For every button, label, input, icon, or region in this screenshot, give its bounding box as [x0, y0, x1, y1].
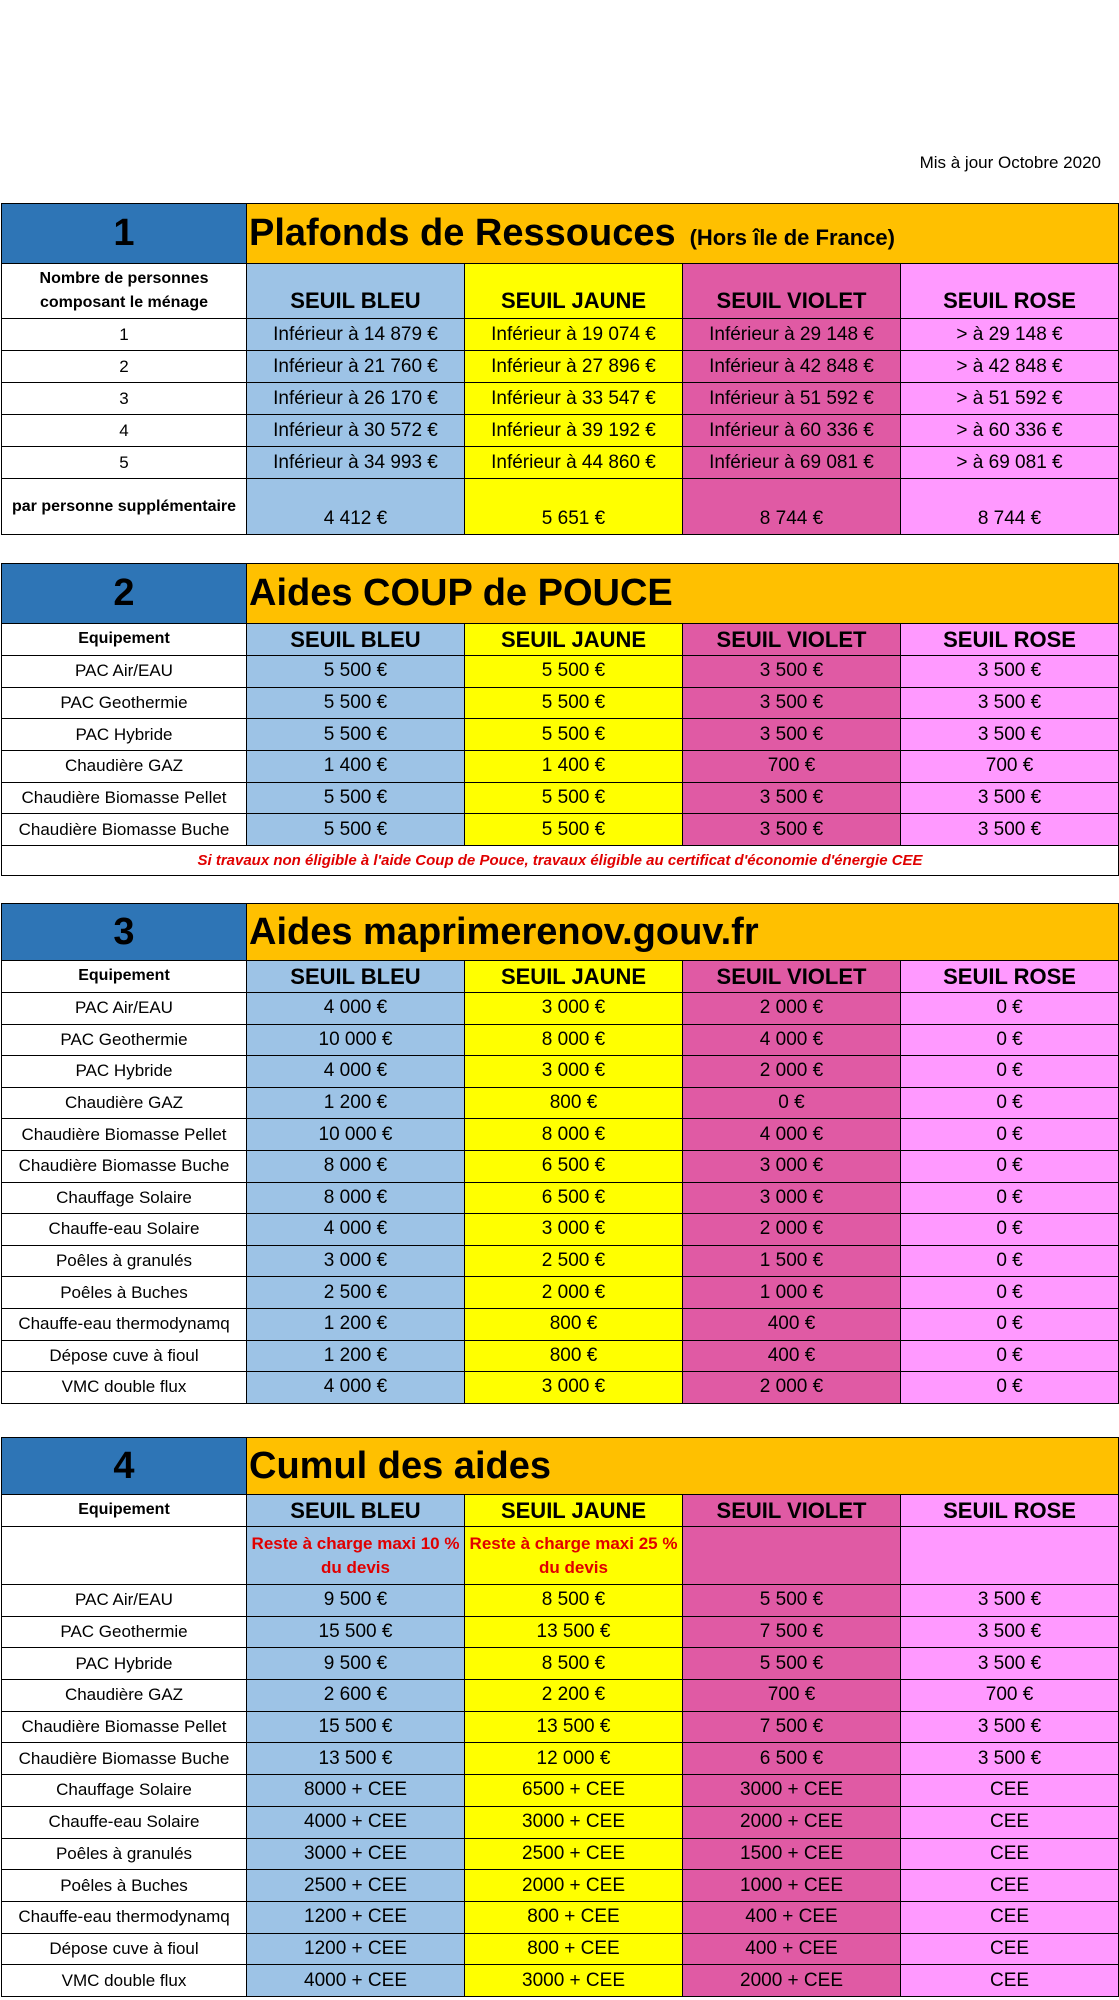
cell-bleu: 13 500 € — [247, 1743, 465, 1775]
cell-bleu: Inférieur à 14 879 € — [247, 319, 465, 351]
cell-violet: 2 000 € — [683, 1372, 901, 1404]
cell-jaune: 5 651 € — [465, 479, 683, 535]
table-row — [2, 1616, 1119, 1648]
column-header-label: Equipement — [2, 961, 247, 993]
cell-violet: Inférieur à 51 592 € — [683, 383, 901, 415]
cell-rose: 0 € — [901, 1214, 1119, 1246]
cell-rose: 3 500 € — [901, 719, 1119, 751]
cell-rose: 0 € — [901, 1119, 1119, 1151]
row-label: 5 — [2, 447, 247, 479]
cell-violet: 700 € — [683, 751, 901, 783]
cell-violet: 3 500 € — [683, 719, 901, 751]
cell-rose: CEE — [901, 1870, 1119, 1902]
column-header-violet: SEUIL VIOLET — [683, 624, 901, 656]
cell-bleu: 10 000 € — [247, 1024, 465, 1056]
cell-violet: Inférieur à 69 081 € — [683, 447, 901, 479]
column-header-rose: SEUIL ROSE — [901, 264, 1119, 319]
reste-a-charge-violet — [683, 1527, 901, 1585]
column-header-rose: SEUIL ROSE — [901, 961, 1119, 993]
table-row — [2, 383, 1119, 415]
cell-jaune: 800 € — [465, 1340, 683, 1372]
cell-violet: 5 500 € — [683, 1648, 901, 1680]
cell-violet: 4 000 € — [683, 1119, 901, 1151]
section-number: 2 — [2, 564, 247, 624]
table-row — [2, 1119, 1119, 1151]
cell-bleu: 8 000 € — [247, 1182, 465, 1214]
cell-violet: 7 500 € — [683, 1616, 901, 1648]
cell-rose: CEE — [901, 1838, 1119, 1870]
cell-rose: 3 500 € — [901, 1616, 1119, 1648]
table-row — [2, 1056, 1119, 1088]
row-label: Chaudière Biomasse Buche — [2, 814, 247, 846]
cell-jaune: 8 500 € — [465, 1585, 683, 1617]
cell-bleu: 2 600 € — [247, 1680, 465, 1712]
column-header-violet: SEUIL VIOLET — [683, 1495, 901, 1527]
cell-jaune: 3000 + CEE — [465, 1965, 683, 1997]
cell-jaune: 1 400 € — [465, 751, 683, 783]
cell-bleu: 4 000 € — [247, 1372, 465, 1404]
cell-rose: 0 € — [901, 993, 1119, 1025]
row-label: Chaudière GAZ — [2, 1087, 247, 1119]
cell-violet: 6 500 € — [683, 1743, 901, 1775]
table-row — [2, 1585, 1119, 1617]
cell-jaune: 800 + CEE — [465, 1933, 683, 1965]
cell-jaune: 3 000 € — [465, 1372, 683, 1404]
table-row — [2, 1024, 1119, 1056]
column-header-bleu: SEUIL BLEU — [247, 264, 465, 319]
table-row — [2, 319, 1119, 351]
cell-jaune: 12 000 € — [465, 1743, 683, 1775]
cell-rose: 3 500 € — [901, 1648, 1119, 1680]
cell-bleu: Inférieur à 30 572 € — [247, 415, 465, 447]
row-label: Chaudière GAZ — [2, 1680, 247, 1712]
cell-jaune: 5 500 € — [465, 719, 683, 751]
row-label: PAC Hybride — [2, 1056, 247, 1088]
cell-jaune: 2 000 € — [465, 1277, 683, 1309]
cell-bleu: 5 500 € — [247, 814, 465, 846]
cell-rose: 0 € — [901, 1308, 1119, 1340]
section-cumul — [1, 1437, 1118, 1997]
cell-violet: Inférieur à 29 148 € — [683, 319, 901, 351]
section-coup-de-pouce — [1, 563, 1118, 876]
cell-jaune: 6500 + CEE — [465, 1775, 683, 1807]
cell-bleu: 1200 + CEE — [247, 1901, 465, 1933]
cell-bleu: Inférieur à 26 170 € — [247, 383, 465, 415]
column-header-bleu: SEUIL BLEU — [247, 1495, 465, 1527]
column-header-label: Equipement — [2, 1495, 247, 1527]
cell-rose: 3 500 € — [901, 1585, 1119, 1617]
cell-rose: 0 € — [901, 1150, 1119, 1182]
table-row — [2, 993, 1119, 1025]
cell-bleu: 4 000 € — [247, 1056, 465, 1088]
row-label: Dépose cuve à fioul — [2, 1933, 247, 1965]
table-row — [2, 751, 1119, 783]
cell-jaune: 3000 + CEE — [465, 1806, 683, 1838]
cell-jaune: 3 000 € — [465, 1056, 683, 1088]
row-label: PAC Air/EAU — [2, 993, 247, 1025]
cell-jaune: Inférieur à 33 547 € — [465, 383, 683, 415]
cell-rose: 3 500 € — [901, 814, 1119, 846]
table-row — [2, 719, 1119, 751]
cell-rose: 0 € — [901, 1245, 1119, 1277]
row-label: Poêles à Buches — [2, 1277, 247, 1309]
row-label: PAC Geothermie — [2, 687, 247, 719]
cell-rose: 700 € — [901, 751, 1119, 783]
row-label: Chaudière Biomasse Pellet — [2, 782, 247, 814]
table-row — [2, 1308, 1119, 1340]
cell-bleu: 1 200 € — [247, 1340, 465, 1372]
row-label: PAC Geothermie — [2, 1616, 247, 1648]
cell-bleu: 9 500 € — [247, 1585, 465, 1617]
cell-rose: 0 € — [901, 1024, 1119, 1056]
cell-bleu: 5 500 € — [247, 782, 465, 814]
section-subtitle: (Hors île de France) — [689, 225, 895, 250]
table-row — [2, 814, 1119, 846]
cell-violet: 4 000 € — [683, 1024, 901, 1056]
cell-rose: > à 42 848 € — [901, 351, 1119, 383]
cell-bleu: 4 412 € — [247, 479, 465, 535]
reste-a-charge-jaune: Reste à charge maxi 25 % du devis — [465, 1527, 683, 1585]
cell-violet: 1 000 € — [683, 1277, 901, 1309]
row-label: Chaudière GAZ — [2, 751, 247, 783]
table-row — [2, 1806, 1119, 1838]
cell-bleu: 1200 + CEE — [247, 1933, 465, 1965]
table-row — [2, 1775, 1119, 1807]
table-row — [2, 1870, 1119, 1902]
cell-jaune: Inférieur à 44 860 € — [465, 447, 683, 479]
row-label: Chauffe-eau thermodynamq — [2, 1308, 247, 1340]
cell-rose: CEE — [901, 1806, 1119, 1838]
table-row — [2, 447, 1119, 479]
cell-violet: 3 000 € — [683, 1150, 901, 1182]
table-row — [2, 1838, 1119, 1870]
table-row — [2, 1340, 1119, 1372]
cell-jaune: 800 € — [465, 1087, 683, 1119]
cell-bleu: 5 500 € — [247, 687, 465, 719]
table-row — [2, 1245, 1119, 1277]
table-row — [2, 1680, 1119, 1712]
cell-rose: 8 744 € — [901, 479, 1119, 535]
cell-bleu: 5 500 € — [247, 656, 465, 688]
cell-bleu: 15 500 € — [247, 1711, 465, 1743]
cell-violet: 5 500 € — [683, 1585, 901, 1617]
cell-jaune: 5 500 € — [465, 814, 683, 846]
table-row — [2, 1933, 1119, 1965]
table-row — [2, 351, 1119, 383]
row-label: PAC Hybride — [2, 1648, 247, 1680]
cell-rose: > à 60 336 € — [901, 415, 1119, 447]
table-row — [2, 1372, 1119, 1404]
row-label: Chauffage Solaire — [2, 1775, 247, 1807]
table-row — [2, 1277, 1119, 1309]
cell-rose: 0 € — [901, 1277, 1119, 1309]
reste-a-charge-bleu: Reste à charge maxi 10 % du devis — [247, 1527, 465, 1585]
update-note: Mis à jour Octobre 2020 — [919, 153, 1101, 172]
cell-rose: 0 € — [901, 1372, 1119, 1404]
cell-bleu: 5 500 € — [247, 719, 465, 751]
cell-violet: 3 500 € — [683, 687, 901, 719]
cell-rose: CEE — [901, 1775, 1119, 1807]
cell-jaune: 8 000 € — [465, 1024, 683, 1056]
cell-rose: 0 € — [901, 1087, 1119, 1119]
cell-rose: 3 500 € — [901, 656, 1119, 688]
section-number: 3 — [2, 904, 247, 961]
cell-bleu: 10 000 € — [247, 1119, 465, 1151]
cell-rose: 700 € — [901, 1680, 1119, 1712]
row-label: Chauffe-eau Solaire — [2, 1214, 247, 1246]
cell-violet: 0 € — [683, 1087, 901, 1119]
cell-violet: Inférieur à 60 336 € — [683, 415, 901, 447]
cell-jaune: Inférieur à 39 192 € — [465, 415, 683, 447]
row-label: PAC Air/EAU — [2, 1585, 247, 1617]
column-header-rose: SEUIL ROSE — [901, 624, 1119, 656]
row-label: VMC double flux — [2, 1372, 247, 1404]
column-header-jaune: SEUIL JAUNE — [465, 624, 683, 656]
row-label: par personne supplémentaire — [2, 479, 247, 535]
row-label: 3 — [2, 383, 247, 415]
section-title: Cumul des aides — [247, 1438, 1119, 1495]
cell-bleu: 4 000 € — [247, 1214, 465, 1246]
row-label: 1 — [2, 319, 247, 351]
table-row — [2, 1648, 1119, 1680]
cell-jaune: 13 500 € — [465, 1711, 683, 1743]
cell-rose: > à 69 081 € — [901, 447, 1119, 479]
table-row — [2, 1965, 1119, 1997]
cell-rose: > à 51 592 € — [901, 383, 1119, 415]
row-label: Chauffe-eau thermodynamq — [2, 1901, 247, 1933]
section-plafonds — [1, 203, 1118, 535]
cell-violet: 3 500 € — [683, 782, 901, 814]
cell-violet: 8 744 € — [683, 479, 901, 535]
cell-violet: 2 000 € — [683, 1214, 901, 1246]
cell-violet: 400 + CEE — [683, 1933, 901, 1965]
section-title — [247, 204, 1119, 264]
cell-bleu: 4000 + CEE — [247, 1806, 465, 1838]
cell-violet: 700 € — [683, 1680, 901, 1712]
cell-violet: 3 500 € — [683, 814, 901, 846]
cell-bleu: 4000 + CEE — [247, 1965, 465, 1997]
cell-jaune: 2500 + CEE — [465, 1838, 683, 1870]
cell-bleu: Inférieur à 34 993 € — [247, 447, 465, 479]
row-label-empty — [2, 1527, 247, 1585]
cell-violet: 3 000 € — [683, 1182, 901, 1214]
cell-bleu: 1 200 € — [247, 1308, 465, 1340]
cell-jaune: 800 € — [465, 1308, 683, 1340]
cell-jaune: 8 000 € — [465, 1119, 683, 1151]
cell-rose: 0 € — [901, 1182, 1119, 1214]
row-label: 2 — [2, 351, 247, 383]
cell-rose: 3 500 € — [901, 687, 1119, 719]
cell-bleu: 15 500 € — [247, 1616, 465, 1648]
table-row — [2, 1743, 1119, 1775]
cell-violet: 400 + CEE — [683, 1901, 901, 1933]
cell-violet: 3000 + CEE — [683, 1775, 901, 1807]
cell-jaune: 3 000 € — [465, 993, 683, 1025]
cell-bleu: 1 200 € — [247, 1087, 465, 1119]
row-label: Poêles à granulés — [2, 1245, 247, 1277]
table-row — [2, 1214, 1119, 1246]
cell-bleu: 2500 + CEE — [247, 1870, 465, 1902]
row-label: Chaudière Biomasse Buche — [2, 1150, 247, 1182]
cell-violet: 2000 + CEE — [683, 1806, 901, 1838]
table-row — [2, 782, 1119, 814]
row-label: 4 — [2, 415, 247, 447]
table-row — [2, 1901, 1119, 1933]
cell-jaune: 8 500 € — [465, 1648, 683, 1680]
cell-bleu: 2 500 € — [247, 1277, 465, 1309]
table-row — [2, 1087, 1119, 1119]
section-title: Aides COUP de POUCE — [247, 564, 1119, 624]
cell-rose: > à 29 148 € — [901, 319, 1119, 351]
cell-violet: 3 500 € — [683, 656, 901, 688]
row-label: Dépose cuve à fioul — [2, 1340, 247, 1372]
row-label: Chaudière Biomasse Pellet — [2, 1711, 247, 1743]
column-header-bleu: SEUIL BLEU — [247, 624, 465, 656]
cell-violet: 2 000 € — [683, 993, 901, 1025]
cell-jaune: 2 200 € — [465, 1680, 683, 1712]
column-header-jaune: SEUIL JAUNE — [465, 961, 683, 993]
cell-bleu: 3 000 € — [247, 1245, 465, 1277]
cell-rose: 0 € — [901, 1340, 1119, 1372]
table-row — [2, 656, 1119, 688]
table-row — [2, 415, 1119, 447]
cell-jaune: 5 500 € — [465, 656, 683, 688]
cell-bleu: 4 000 € — [247, 993, 465, 1025]
row-label: Poêles à Buches — [2, 1870, 247, 1902]
cell-rose: 3 500 € — [901, 1711, 1119, 1743]
cell-bleu: 9 500 € — [247, 1648, 465, 1680]
cell-violet: 2000 + CEE — [683, 1965, 901, 1997]
cell-bleu: 8 000 € — [247, 1150, 465, 1182]
cell-violet: 1000 + CEE — [683, 1870, 901, 1902]
cee-note: Si travaux non éligible à l'aide Coup de Pouce, travaux éligible au certificat d'économie d'énergie CEE — [2, 846, 1119, 876]
cell-bleu: Inférieur à 21 760 € — [247, 351, 465, 383]
cell-rose: CEE — [901, 1901, 1119, 1933]
row-label: Chauffage Solaire — [2, 1182, 247, 1214]
cell-violet: 7 500 € — [683, 1711, 901, 1743]
cell-rose: 3 500 € — [901, 1743, 1119, 1775]
column-header-bleu: SEUIL BLEU — [247, 961, 465, 993]
section-title: Aides maprimerenov.gouv.fr — [247, 904, 1119, 961]
section-number: 1 — [2, 204, 247, 264]
cell-jaune: Inférieur à 19 074 € — [465, 319, 683, 351]
cell-bleu: 8000 + CEE — [247, 1775, 465, 1807]
cell-jaune: 6 500 € — [465, 1182, 683, 1214]
column-header-label: Nombre de personnes composant le ménage — [2, 264, 247, 319]
cell-violet: 1 500 € — [683, 1245, 901, 1277]
row-label: PAC Air/EAU — [2, 656, 247, 688]
cell-jaune: 5 500 € — [465, 782, 683, 814]
cell-jaune: 3 000 € — [465, 1214, 683, 1246]
row-label: VMC double flux — [2, 1965, 247, 1997]
cell-rose: CEE — [901, 1933, 1119, 1965]
cell-rose: 0 € — [901, 1056, 1119, 1088]
cell-jaune: Inférieur à 27 896 € — [465, 351, 683, 383]
table-row — [2, 1182, 1119, 1214]
cell-jaune: 800 + CEE — [465, 1901, 683, 1933]
row-label: Chaudière Biomasse Pellet — [2, 1119, 247, 1151]
row-label: Chaudière Biomasse Buche — [2, 1743, 247, 1775]
cell-rose: CEE — [901, 1965, 1119, 1997]
section-title-text: Plafonds de Ressouces — [249, 212, 676, 254]
column-header-violet: SEUIL VIOLET — [683, 264, 901, 319]
cell-violet: 2 000 € — [683, 1056, 901, 1088]
cell-jaune: 2 500 € — [465, 1245, 683, 1277]
cell-violet: 1500 + CEE — [683, 1838, 901, 1870]
cell-jaune: 2000 + CEE — [465, 1870, 683, 1902]
cell-violet: 400 € — [683, 1340, 901, 1372]
column-header-jaune: SEUIL JAUNE — [465, 264, 683, 319]
row-label: Chauffe-eau Solaire — [2, 1806, 247, 1838]
table-row — [2, 1711, 1119, 1743]
column-header-label: Equipement — [2, 624, 247, 656]
column-header-rose: SEUIL ROSE — [901, 1495, 1119, 1527]
cell-bleu: 1 400 € — [247, 751, 465, 783]
table-row — [2, 687, 1119, 719]
cell-violet: 400 € — [683, 1308, 901, 1340]
row-label: PAC Hybride — [2, 719, 247, 751]
column-header-violet: SEUIL VIOLET — [683, 961, 901, 993]
cell-violet: Inférieur à 42 848 € — [683, 351, 901, 383]
cell-jaune: 6 500 € — [465, 1150, 683, 1182]
section-maprimerenov — [1, 903, 1118, 1404]
cell-rose: 3 500 € — [901, 782, 1119, 814]
row-label: PAC Geothermie — [2, 1024, 247, 1056]
column-header-jaune: SEUIL JAUNE — [465, 1495, 683, 1527]
cell-jaune: 5 500 € — [465, 687, 683, 719]
row-label: Poêles à granulés — [2, 1838, 247, 1870]
cell-jaune: 13 500 € — [465, 1616, 683, 1648]
table-row — [2, 1150, 1119, 1182]
section-number: 4 — [2, 1438, 247, 1495]
reste-a-charge-rose — [901, 1527, 1119, 1585]
cell-bleu: 3000 + CEE — [247, 1838, 465, 1870]
